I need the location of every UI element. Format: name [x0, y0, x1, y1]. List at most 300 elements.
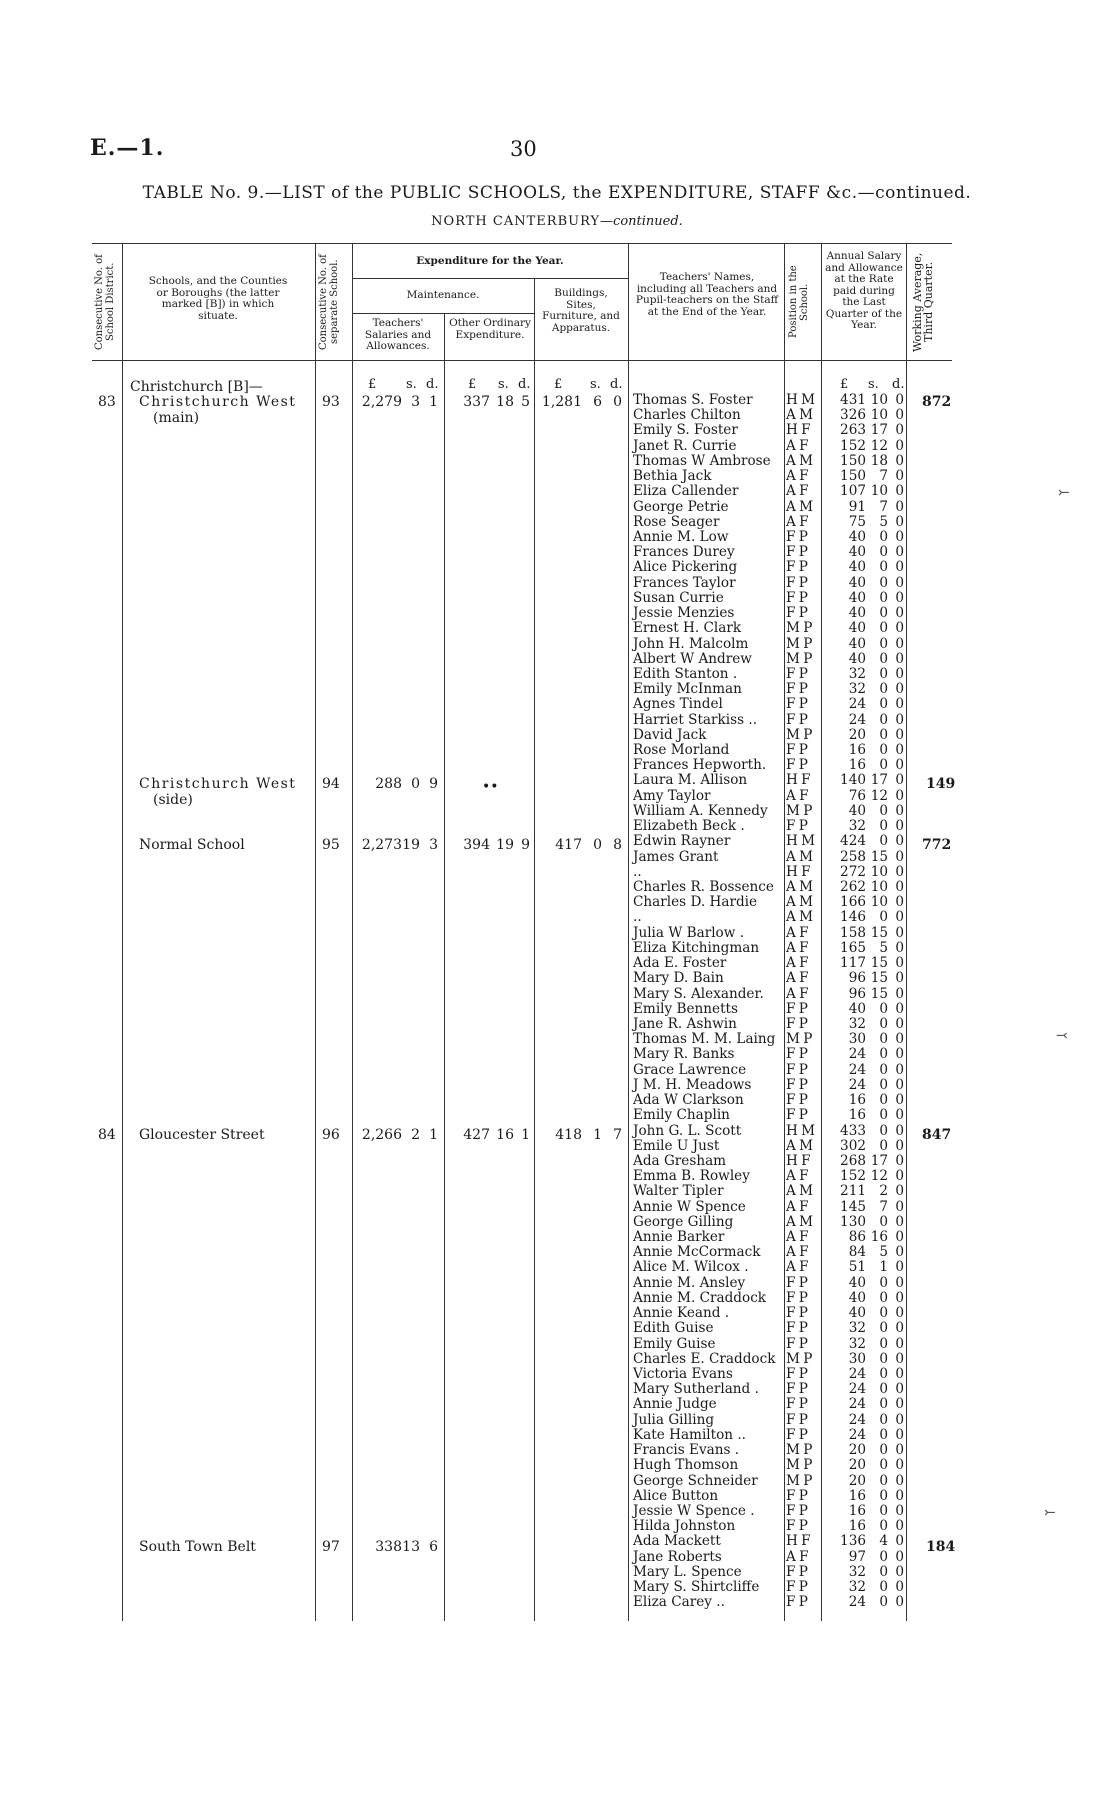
salary-pounds: 51: [848, 1259, 866, 1276]
teacher-position: M P: [786, 635, 812, 652]
salary-pence: 0: [895, 559, 904, 576]
teacher-position: F P: [786, 681, 808, 698]
salary-pounds: 84: [848, 1244, 866, 1261]
salary-pounds: 136: [840, 1533, 866, 1550]
teacher-name: Annie Keand .: [633, 1305, 730, 1322]
salary-shillings: 0: [879, 802, 888, 819]
salary-pounds: 24: [848, 711, 866, 728]
teacher-salary: [826, 1063, 904, 1078]
teacher-salary: [826, 728, 904, 743]
page-number: 30: [510, 137, 537, 161]
salary-pence: 0: [895, 1274, 904, 1291]
salary-pence: 0: [895, 528, 904, 545]
teacher-name: Mary S. Alexander.: [633, 985, 764, 1002]
salary-pounds: 40: [848, 635, 866, 652]
unit-shillings: s.: [498, 377, 509, 392]
teacher-position: M P: [786, 650, 812, 667]
teacher-name: Ada Mackett: [633, 1533, 721, 1550]
salary-pence: 0: [895, 1137, 904, 1154]
pence: 5: [521, 394, 530, 410]
salary-pence: 0: [895, 696, 904, 713]
salary-pence: 0: [895, 1152, 904, 1169]
teacher-name: Laura M. Allison: [633, 772, 748, 789]
teacher-salary: [826, 1595, 904, 1610]
salary-shillings: 0: [879, 1107, 888, 1124]
teacher-position: H F: [786, 1152, 811, 1169]
salary-shillings: 0: [879, 1563, 888, 1580]
salary-shillings: 0: [879, 528, 888, 545]
teacher-position: A F: [786, 468, 809, 485]
salary-pounds: 24: [848, 1426, 866, 1443]
teacher-name: Mary S. Shirtcliffe: [633, 1579, 760, 1596]
salary-pounds: 75: [848, 513, 866, 530]
teacher-position: A F: [786, 1168, 809, 1185]
salary-pence: 0: [895, 1168, 904, 1185]
teacher-positions-list: [786, 393, 820, 1611]
teacher-name: Mary D. Bain: [633, 970, 724, 987]
teacher-name: Edith Stanton .: [633, 665, 738, 682]
salary-shillings: 0: [879, 1350, 888, 1367]
salary-pence: 0: [895, 1320, 904, 1337]
unit-pence: d.: [892, 377, 905, 392]
district-no: 84: [98, 1127, 116, 1143]
pounds: 338: [375, 1539, 402, 1555]
salary-pence: 0: [895, 1426, 904, 1443]
salary-shillings: 0: [879, 1411, 888, 1428]
school-name: Christchurch West: [139, 776, 297, 792]
teacher-salary: [826, 865, 904, 880]
col-rule-9: [906, 243, 907, 1621]
teacher-salary: [826, 1276, 904, 1291]
teacher-name: David Jack: [633, 726, 707, 743]
teacher-name: Eliza Carey ..: [633, 1594, 725, 1611]
pounds: 2,266: [361, 1127, 402, 1143]
salary-pence: 0: [895, 833, 904, 850]
pence: 6: [429, 1539, 438, 1555]
shillings: 18: [496, 394, 514, 410]
salary-shillings: 10: [870, 879, 888, 895]
pounds: 418: [555, 1127, 582, 1143]
teacher-position: F P: [786, 1076, 808, 1093]
salary-pence: 0: [895, 909, 904, 926]
header-school-no: Consecutive No. of separate School.: [318, 254, 340, 350]
teacher-position: A F: [786, 985, 809, 1002]
salary-pounds: 40: [848, 574, 866, 591]
salary-pounds: 30: [848, 1031, 866, 1048]
teacher-position: A F: [786, 787, 809, 804]
teacher-position: H M: [786, 392, 815, 408]
teacher-position: A M: [786, 1213, 813, 1230]
teacher-salary: [826, 637, 904, 652]
teacher-salary: [826, 515, 904, 530]
teacher-position: F P: [786, 1274, 808, 1291]
teacher-name: Janet R. Currie: [633, 437, 737, 454]
teacher-salary: [826, 1397, 904, 1412]
teacher-position: F P: [786, 1396, 808, 1413]
salary-shillings: 0: [879, 559, 888, 576]
unit-pence: d.: [518, 377, 531, 392]
school-name: Normal School: [139, 837, 245, 853]
school-county: Christchurch [B]—: [130, 379, 263, 395]
teacher-salary: [826, 1474, 904, 1489]
salary-pence: 0: [895, 1305, 904, 1322]
teacher-name: Walter Tipler: [633, 1183, 724, 1200]
salary-pounds: 145: [840, 1198, 866, 1215]
salary-pounds: 211: [840, 1183, 866, 1200]
salary-shillings: 0: [879, 1472, 888, 1489]
salary-pounds: 40: [848, 1274, 866, 1291]
teacher-salary: [826, 941, 904, 956]
salary-pence: 0: [895, 498, 904, 515]
teacher-name: Alice Button: [633, 1487, 719, 1504]
salary-pounds: 20: [848, 1472, 866, 1489]
margin-mark-icon: ⤚: [1058, 485, 1070, 501]
shillings: 2: [411, 1127, 420, 1143]
salary-shillings: 0: [879, 1381, 888, 1398]
shillings: 3: [411, 394, 420, 410]
pounds: 288: [375, 776, 402, 792]
teacher-name: Rose Seager: [633, 513, 720, 530]
salary-pence: 0: [895, 1594, 904, 1611]
teacher-salary: [826, 682, 904, 697]
salary-shillings: 0: [879, 1442, 888, 1459]
teacher-position: F P: [786, 1107, 808, 1124]
salary-shillings: 0: [879, 1000, 888, 1017]
salary-pounds: 165: [840, 939, 866, 956]
salary-pence: 0: [895, 1046, 904, 1063]
teacher-name: Edwin Rayner: [633, 833, 731, 850]
teacher-position: F P: [786, 528, 808, 545]
col-rule-7: [784, 243, 785, 1621]
salary-pence: 0: [895, 407, 904, 424]
pounds: 337: [463, 394, 490, 410]
unit-pounds: £: [468, 377, 477, 392]
teacher-position: F P: [786, 1000, 808, 1017]
salary-pence: 0: [895, 757, 904, 774]
salary-shillings: 7: [879, 498, 888, 515]
working-average: 872: [922, 394, 952, 410]
district-no: 83: [98, 394, 116, 410]
teacher-name: Charles E. Craddock: [633, 1350, 776, 1367]
teacher-name: Emily Guise: [633, 1335, 716, 1352]
salary-pence: 0: [895, 1518, 904, 1535]
teacher-position: F P: [786, 818, 808, 835]
teacher-position: M P: [786, 1442, 812, 1459]
salary-pence: 0: [895, 1457, 904, 1474]
teacher-position: A F: [786, 970, 809, 987]
header-teachers-names: Teachers' Names, including all Teachers and Pupil-teachers on the Staff at the End of the Year.: [635, 271, 779, 318]
salary-pence: 0: [895, 483, 904, 500]
salary-shillings: 0: [879, 1457, 888, 1474]
teacher-position: M P: [786, 802, 812, 819]
salary-pence: 0: [895, 1000, 904, 1017]
region-suffix: —continued.: [600, 214, 683, 229]
salary-shillings: 0: [879, 1031, 888, 1048]
teacher-name: ..: [633, 909, 642, 926]
teacher-position: F P: [786, 1563, 808, 1580]
teacher-name: Jessie W Spence .: [633, 1502, 755, 1519]
teacher-salary: [826, 819, 904, 834]
teacher-position: F P: [786, 589, 808, 606]
teacher-position: M P: [786, 1472, 812, 1489]
salary-pounds: 117: [840, 955, 866, 972]
salary-shillings: 0: [879, 665, 888, 682]
teacher-position: A M: [786, 909, 813, 926]
teacher-position: F P: [786, 1502, 808, 1519]
salary-pounds: 272: [840, 863, 866, 880]
teacher-name: Julia Gilling: [633, 1411, 715, 1428]
teacher-salary: [826, 591, 904, 606]
teacher-salary: [826, 606, 904, 621]
salary-pence: 0: [895, 1015, 904, 1032]
pounds: 2,273: [361, 837, 402, 853]
salary-pounds: 152: [840, 1168, 866, 1185]
teacher-position: F P: [786, 574, 808, 591]
pounds: 417: [555, 837, 582, 853]
salary-pence: 0: [895, 1442, 904, 1459]
teacher-salary: [826, 393, 904, 408]
teacher-position: A M: [786, 452, 813, 469]
teacher-name: Edith Guise: [633, 1320, 714, 1337]
salary-pence: 0: [895, 650, 904, 667]
teacher-salary: [826, 1489, 904, 1504]
pence: 7: [613, 1127, 622, 1143]
teacher-salary: [826, 484, 904, 499]
shillings: 19: [402, 837, 420, 853]
teacher-name: Eliza Kitchingman: [633, 939, 760, 956]
salary-pounds: 40: [848, 620, 866, 637]
salary-shillings: 0: [879, 574, 888, 591]
salary-shillings: 12: [870, 1168, 888, 1185]
teacher-name: James Grant: [633, 848, 719, 865]
teacher-position: H M: [786, 1122, 815, 1139]
teacher-salary: [826, 713, 904, 728]
other-nil-mark: ••: [482, 779, 499, 795]
salary-shillings: 0: [879, 1122, 888, 1139]
salary-shillings: 7: [879, 468, 888, 485]
teacher-salary: [826, 1337, 904, 1352]
teacher-position: F P: [786, 742, 808, 759]
salary-pounds: 40: [848, 650, 866, 667]
teacher-salary: [826, 1169, 904, 1184]
salary-pence: 0: [895, 1092, 904, 1109]
salary-pence: 0: [895, 1061, 904, 1078]
teacher-position: F P: [786, 1335, 808, 1352]
salary-pence: 0: [895, 970, 904, 987]
salary-shillings: 0: [879, 589, 888, 606]
teacher-name: Annie M. Craddock: [633, 1289, 767, 1306]
teacher-name: Emily Chaplin: [633, 1107, 730, 1124]
salary-pounds: 32: [848, 665, 866, 682]
teacher-name: Emile U Just: [633, 1137, 720, 1154]
col-rule-3: [352, 243, 353, 1621]
salary-pounds: 24: [848, 1594, 866, 1611]
salary-pence: 0: [895, 620, 904, 637]
salary-pounds: 76: [848, 787, 866, 804]
teacher-position: F P: [786, 1366, 808, 1382]
teacher-name: William A. Kennedy: [633, 802, 768, 819]
teacher-salary: [826, 667, 904, 682]
teacher-salary: [826, 697, 904, 712]
salary-shillings: 0: [879, 909, 888, 926]
teacher-position: A M: [786, 1183, 813, 1200]
salary-pounds: 16: [848, 742, 866, 759]
header-working-average: Working Average, Third Quarter.: [911, 252, 935, 352]
pence: 1: [429, 394, 438, 410]
salary-pounds: 158: [840, 924, 866, 941]
salary-pounds: 32: [848, 1563, 866, 1580]
teacher-name: Alice M. Wilcox .: [633, 1259, 749, 1276]
working-average: 184: [926, 1539, 956, 1555]
teacher-salary: [826, 789, 904, 804]
salary-pounds: 16: [848, 1092, 866, 1109]
teacher-salary: [826, 1367, 904, 1382]
table-subtitle: [0, 214, 1114, 229]
salary-shillings: 10: [870, 483, 888, 500]
school-no: 94: [322, 776, 340, 792]
shillings: 1: [593, 1127, 602, 1143]
pounds: 2,279: [361, 394, 402, 410]
salary-shillings: 0: [879, 605, 888, 622]
teacher-name: Susan Currie: [633, 589, 724, 606]
salary-shillings: 0: [879, 1594, 888, 1611]
salary-shillings: 0: [879, 757, 888, 774]
teacher-name: Rose Morland: [633, 742, 730, 759]
teacher-position: F P: [786, 1046, 808, 1063]
salary-pounds: 146: [840, 909, 866, 926]
teacher-position: F P: [786, 711, 808, 728]
teacher-salary: [826, 1565, 904, 1580]
salary-shillings: 17: [870, 422, 888, 439]
teacher-position: A M: [786, 848, 813, 865]
salary-pounds: 24: [848, 1366, 866, 1382]
salary-pence: 0: [895, 1411, 904, 1428]
teacher-position: A F: [786, 1548, 809, 1565]
salary-pence: 0: [895, 1183, 904, 1200]
teacher-name: Annie W Spence: [633, 1198, 746, 1215]
teacher-salary: [826, 1017, 904, 1032]
teacher-name: Ada W Clarkson: [633, 1092, 744, 1109]
salary-pounds: 150: [840, 452, 866, 469]
header-annual-salary: Annual Salary and Allowance at the Rate paid during the Last Quarter of the Year.: [825, 250, 903, 331]
teacher-salary: [826, 1413, 904, 1428]
teacher-name: Frances Hepworth.: [633, 757, 767, 774]
salary-pounds: 40: [848, 559, 866, 576]
teacher-salary: [826, 1078, 904, 1093]
teacher-position: F P: [786, 1518, 808, 1535]
salary-shillings: 15: [870, 848, 888, 865]
salary-pence: 0: [895, 1076, 904, 1093]
salary-pence: 0: [895, 544, 904, 561]
teacher-name: Amy Taylor: [633, 787, 711, 804]
salary-pounds: 30: [848, 1350, 866, 1367]
teacher-salary: [826, 1002, 904, 1017]
teacher-name: Julia W Barlow .: [633, 924, 745, 941]
salary-pounds: 263: [840, 422, 866, 439]
salary-shillings: 12: [870, 437, 888, 454]
school-note: (main): [153, 410, 200, 426]
salary-pounds: 24: [848, 1061, 866, 1078]
teacher-position: F P: [786, 1594, 808, 1611]
teacher-name: Mary Sutherland .: [633, 1381, 759, 1398]
shillings: 0: [593, 837, 602, 853]
teacher-name: Thomas W Ambrose: [633, 452, 771, 469]
salary-pounds: 24: [848, 1396, 866, 1413]
teacher-name: Albert W Andrew: [633, 650, 752, 667]
teacher-salary: [826, 560, 904, 575]
teacher-position: A F: [786, 939, 809, 956]
teacher-salary: [826, 743, 904, 758]
school-no: 97: [322, 1539, 340, 1555]
salary-pounds: 166: [840, 894, 866, 911]
salary-shillings: 0: [879, 544, 888, 561]
salary-pence: 0: [895, 1533, 904, 1550]
teacher-salary: [826, 1458, 904, 1473]
salary-pounds: 32: [848, 1320, 866, 1337]
teacher-salary: [826, 500, 904, 515]
salary-shillings: 0: [879, 1092, 888, 1109]
salary-pence: 0: [895, 1548, 904, 1565]
teacher-salary: [826, 1306, 904, 1321]
salary-shillings: 0: [879, 1046, 888, 1063]
unit-pence: d.: [426, 377, 439, 392]
teacher-position: F P: [786, 1579, 808, 1596]
teacher-position: F P: [786, 1426, 808, 1443]
teacher-salary: [826, 1382, 904, 1397]
teacher-name: Alice Pickering: [633, 559, 738, 576]
page-identifier: E.—1.: [90, 135, 165, 161]
teacher-salary: [826, 1047, 904, 1062]
teacher-salary: [826, 454, 904, 469]
teacher-name: George Petrie: [633, 498, 729, 515]
header-teachers-salaries: Teachers' Salaries and Allowances.: [364, 317, 432, 352]
salary-pence: 0: [895, 848, 904, 865]
pence: 0: [613, 394, 622, 410]
pounds: 427: [463, 1127, 490, 1143]
salary-pounds: 40: [848, 605, 866, 622]
salary-pence: 0: [895, 1502, 904, 1519]
teacher-name: Ada E. Foster: [633, 955, 727, 972]
teacher-position: A F: [786, 513, 809, 530]
salary-shillings: 10: [870, 863, 888, 880]
salary-pounds: 262: [840, 879, 866, 895]
salary-pounds: 24: [848, 1381, 866, 1398]
teacher-salary: [826, 850, 904, 865]
teacher-position: A F: [786, 483, 809, 500]
region-name: NORTH CANTERBURY: [431, 214, 601, 229]
teacher-salary: [826, 773, 904, 788]
teacher-salary: [826, 895, 904, 910]
teacher-position: A M: [786, 498, 813, 515]
salary-pounds: 32: [848, 1015, 866, 1032]
teacher-position: A F: [786, 955, 809, 972]
teacher-position: M P: [786, 726, 812, 743]
teacher-salary: [826, 469, 904, 484]
salary-shillings: 5: [879, 939, 888, 956]
margin-mark-icon: ⤙: [1056, 1028, 1068, 1044]
working-average: 847: [922, 1127, 952, 1143]
teacher-position: F P: [786, 757, 808, 774]
salary-pence: 0: [895, 1107, 904, 1124]
teacher-salary: [826, 1200, 904, 1215]
salary-pounds: 40: [848, 1289, 866, 1306]
salary-pounds: 32: [848, 681, 866, 698]
teacher-position: A F: [786, 1198, 809, 1215]
teacher-salary: [826, 1519, 904, 1534]
teacher-name: Frances Taylor: [633, 574, 736, 591]
teacher-name: Emily McInman: [633, 681, 742, 698]
teacher-salary: [826, 926, 904, 941]
